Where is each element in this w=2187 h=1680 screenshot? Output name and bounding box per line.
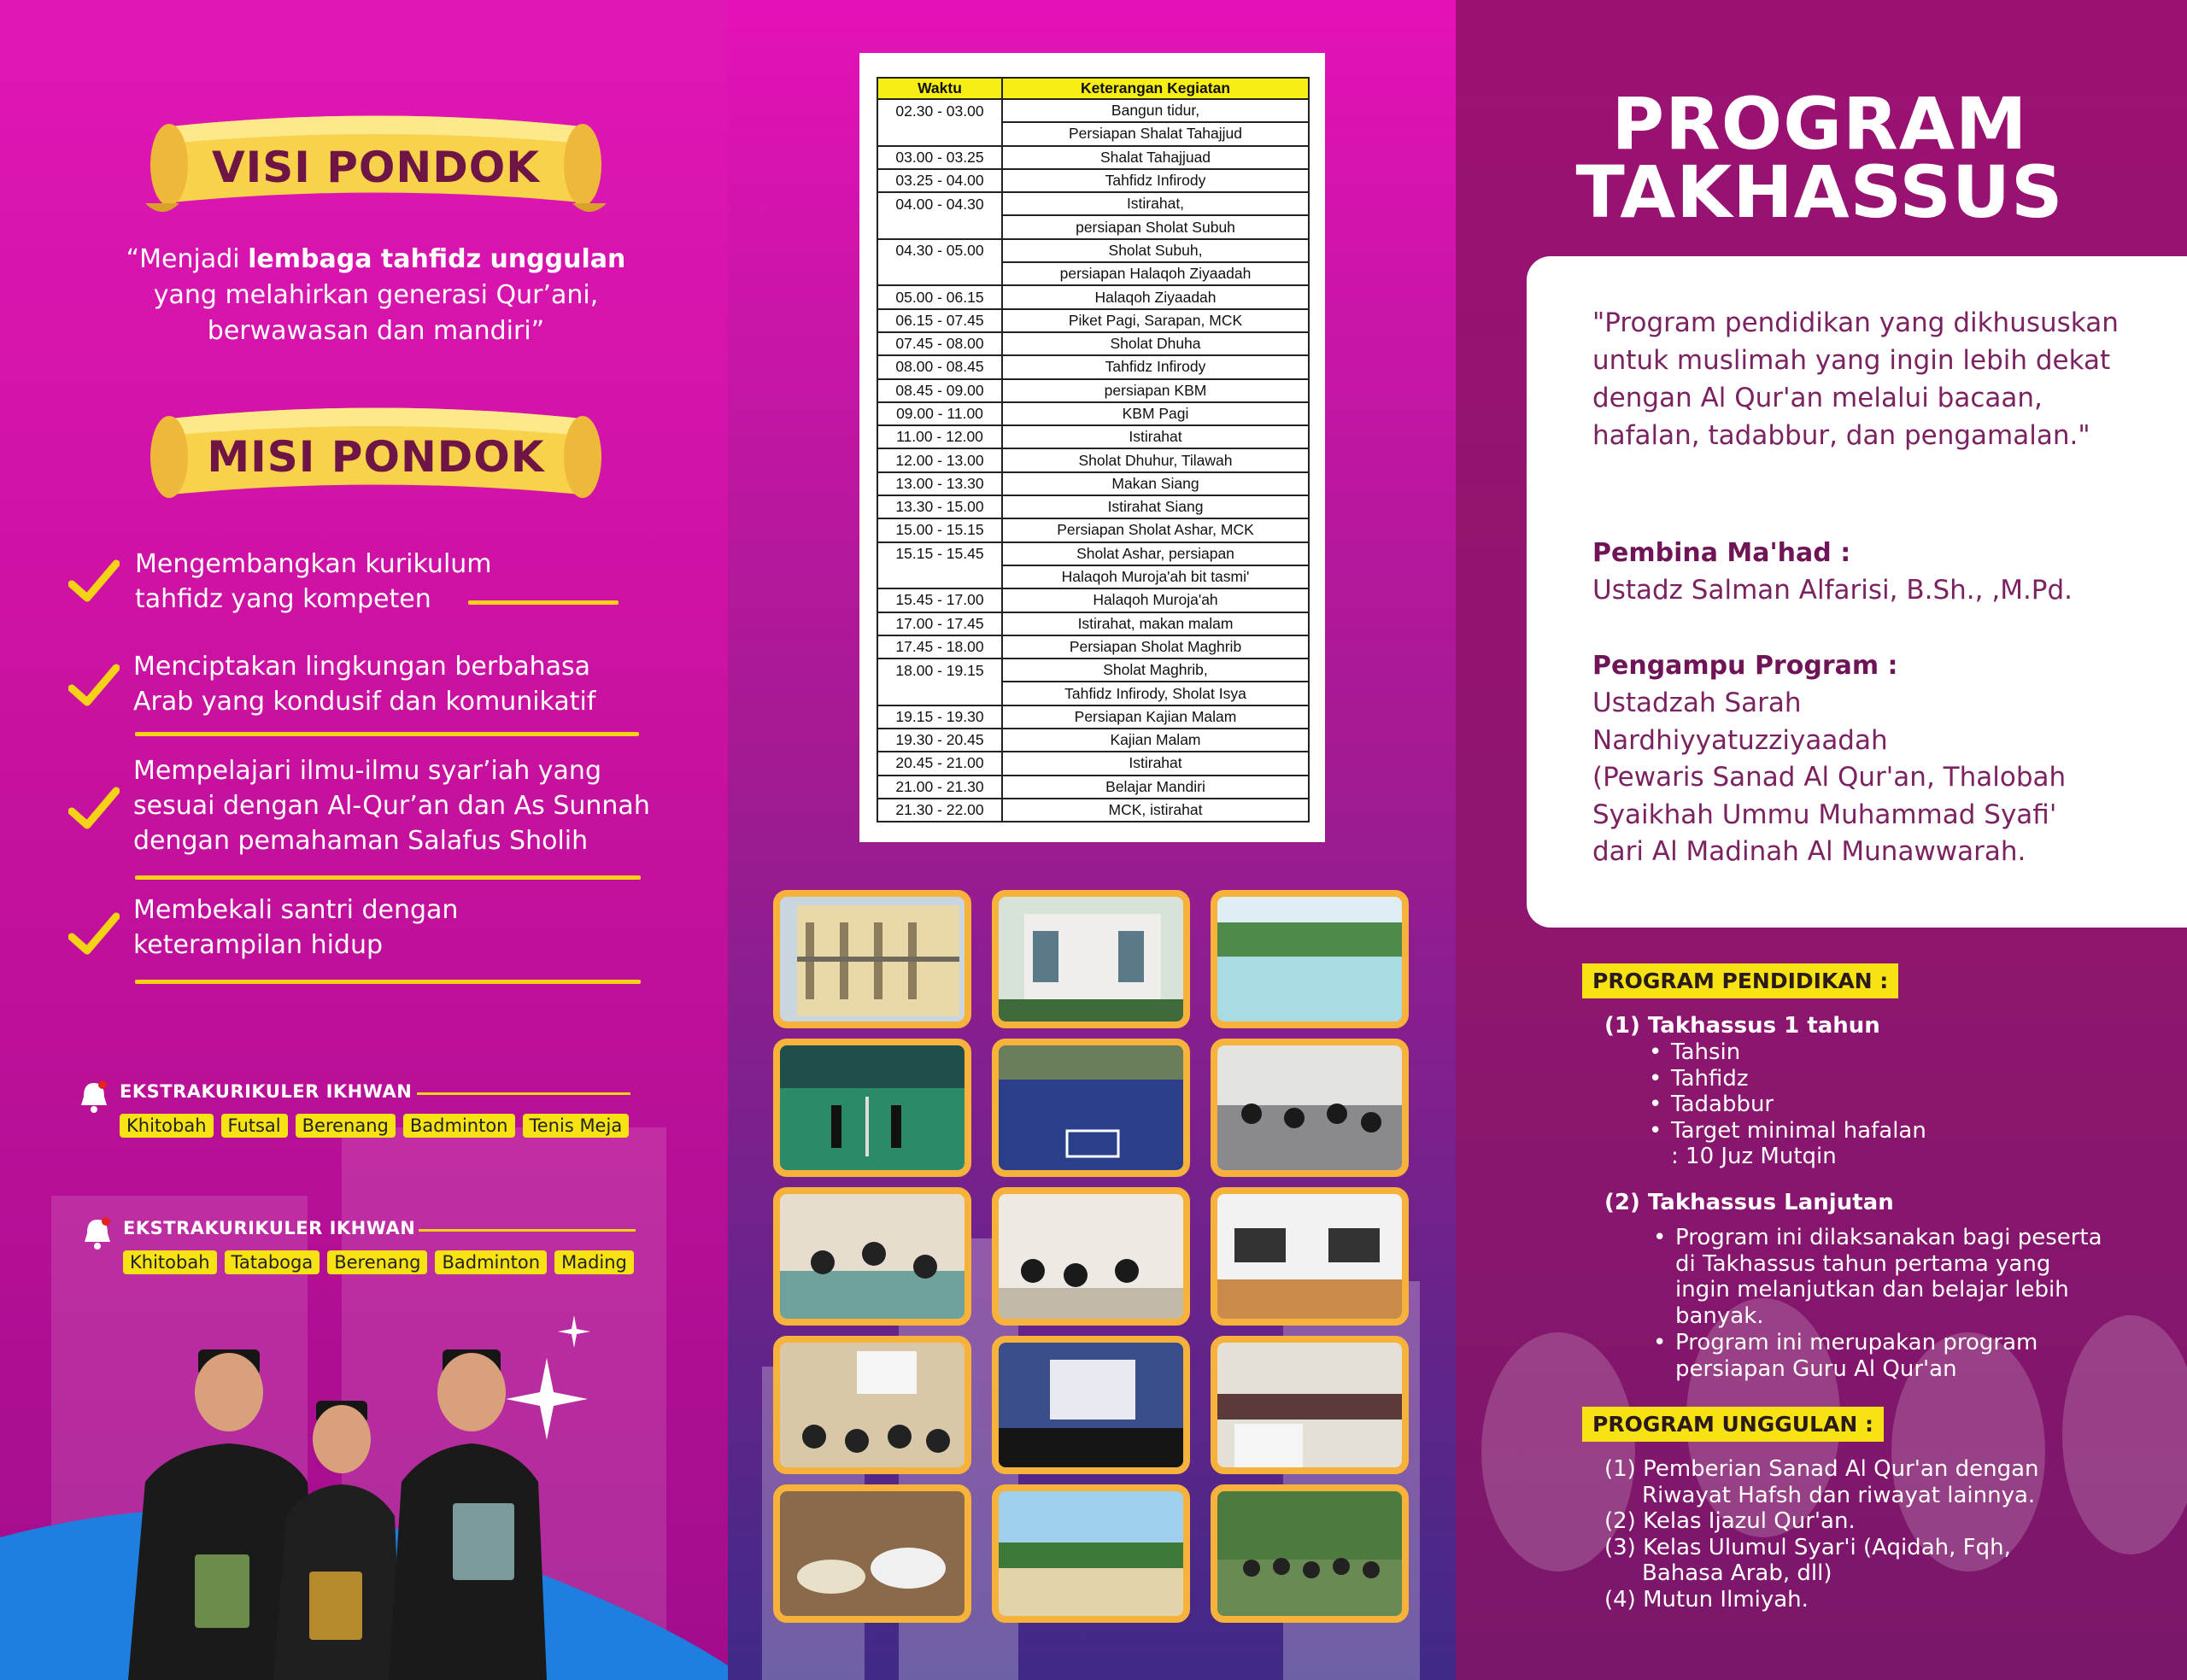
table-row	[877, 542, 1309, 565]
ekstra-chips	[123, 1250, 634, 1274]
unggulan-line: (1) Pemberian Sanad Al Qur'an dengan	[1604, 1456, 2039, 1482]
activity-cell: Persiapan Sholat Ashar, MCK	[1002, 518, 1309, 541]
time-cell: 04.00 - 04.30	[877, 192, 1002, 215]
photo-beach	[992, 1484, 1190, 1623]
pengampu-name: Ustadzah Sarah Nardhiyyatuzziyaadah	[1592, 688, 1888, 756]
table-row	[877, 285, 1309, 308]
activity-cell: Sholat Maghrib,	[1002, 659, 1309, 682]
table-row	[877, 425, 1309, 448]
table-row	[877, 192, 1309, 215]
time-cell	[877, 682, 1002, 705]
table-row	[877, 239, 1309, 262]
misi-text: Menciptakan lingkungan berbahasa Arab yang kondusif dan komunikatif	[133, 652, 596, 717]
unggulan-line: Riwayat Hafsh dan riwayat lainnya.	[1642, 1483, 2036, 1508]
pengampu-label: Pengampu Program :	[1592, 651, 1898, 681]
underline	[135, 980, 641, 984]
bell-icon	[80, 1215, 114, 1250]
photo-study-circle	[773, 1187, 971, 1326]
activity-cell: Bangun tidur,	[1002, 99, 1309, 122]
table-row	[877, 612, 1309, 635]
time-cell: 07.45 - 08.00	[877, 332, 1002, 355]
ekstra-chips	[120, 1114, 629, 1138]
time-cell: 15.45 - 17.00	[877, 588, 1002, 612]
time-cell: 15.15 - 15.45	[877, 542, 1002, 565]
activity-cell: Tahfidz Infirody	[1002, 169, 1309, 192]
visi-banner	[137, 109, 615, 225]
chip: Badminton	[435, 1250, 547, 1274]
table-row	[877, 682, 1309, 705]
time-cell: 13.00 - 13.30	[877, 472, 1002, 495]
table-row	[877, 472, 1309, 495]
activity-cell: Istirahat	[1002, 752, 1309, 775]
program-unggulan-label: PROGRAM UNGGULAN :	[1582, 1407, 1884, 1442]
ekstra-line	[419, 1229, 636, 1232]
p1-item: • Target minimal hafalan	[1671, 1118, 1926, 1144]
photo-lecture	[773, 1336, 971, 1474]
table-row	[877, 705, 1309, 729]
misi-text: Mengembangkan kurikulum tahfidz yang kompeten	[135, 549, 492, 614]
time-cell: 08.00 - 08.45	[877, 355, 1002, 378]
table-row	[877, 379, 1309, 402]
time-cell	[877, 262, 1002, 285]
table-row	[877, 776, 1309, 799]
activity-cell: Persiapan Kajian Malam	[1002, 705, 1309, 729]
activity-cell: Istirahat Siang	[1002, 495, 1309, 518]
photo-classroom	[1211, 1039, 1409, 1177]
pengampu-note: (Pewaris Sanad Al Qur'an, Thalobah Syaikhah Ummu Muhammad Syafi' dari Al Madinah Al Munawwarah.	[1592, 762, 2067, 867]
p1-title: (1) Takhassus 1 tahun	[1604, 1013, 1880, 1039]
time-cell: 19.15 - 19.30	[877, 705, 1002, 729]
time-cell: 17.00 - 17.45	[877, 612, 1002, 635]
column-header: Waktu	[877, 78, 1002, 99]
table-row	[877, 752, 1309, 775]
pembina-label: Pembina Ma'had :	[1592, 538, 1851, 568]
chip: Khitobah	[120, 1114, 214, 1138]
schedule-table	[877, 77, 1310, 822]
check-icon	[68, 555, 120, 606]
photo-computer-lab	[1211, 1187, 1409, 1326]
ekstra-section-2	[80, 1215, 678, 1283]
misi-text: Mempelajari ilmu-ilmu syar’iah yang sesuai dengan Al-Qur’an dan As Sunnah dengan pemahaman Salafus Sholih	[133, 756, 650, 856]
time-cell: 21.00 - 21.30	[877, 776, 1002, 799]
activity-cell: Istirahat,	[1002, 192, 1309, 215]
activity-cell: Piket Pagi, Sarapan, MCK	[1002, 309, 1309, 332]
bell-icon	[77, 1078, 111, 1114]
activity-cell: Sholat Dhuha	[1002, 332, 1309, 355]
students-photo	[0, 1298, 728, 1680]
table-row	[877, 262, 1309, 285]
table-row	[877, 659, 1309, 682]
time-cell: 02.30 - 03.00	[877, 99, 1002, 122]
program-title-line1: PROGRAM	[1611, 82, 2028, 166]
activity-cell: Tahfidz Infirody	[1002, 355, 1309, 378]
time-cell: 05.00 - 06.15	[877, 285, 1002, 308]
chip: Khitobah	[123, 1250, 217, 1274]
misi-item	[68, 649, 683, 726]
ekstra-title: EKSTRAKURIKULER IKHWAN	[120, 1081, 413, 1102]
visi-title: VISI PONDOK	[211, 143, 541, 192]
misi-item	[68, 753, 683, 864]
photo-pool	[1211, 890, 1409, 1028]
table-row	[877, 402, 1309, 425]
activity-cell: persiapan Halaqoh Ziyaadah	[1002, 262, 1309, 285]
unggulan-line: (4) Mutun Ilmiyah.	[1604, 1587, 1809, 1613]
p1-target: : 10 Juz Mutqin	[1671, 1144, 1837, 1169]
chip: Tataboga	[225, 1250, 320, 1274]
table-row	[877, 799, 1309, 822]
unggulan-line: (2) Kelas Ijazul Qur'an.	[1604, 1508, 1856, 1534]
time-cell: 19.30 - 20.45	[877, 729, 1002, 752]
table-row	[877, 518, 1309, 541]
visi-quote-pre: “Menjadi	[126, 244, 249, 274]
activity-cell: Sholat Dhuhur, Tilawah	[1002, 448, 1309, 471]
photo-study-hall	[992, 1187, 1190, 1326]
photo-mosque-study	[1211, 1336, 1409, 1474]
activity-cell: Belajar Mandiri	[1002, 776, 1309, 799]
time-cell: 21.30 - 22.00	[877, 799, 1002, 822]
activity-cell: MCK, istirahat	[1002, 799, 1309, 822]
time-cell: 09.00 - 11.00	[877, 402, 1002, 425]
activity-cell: Istirahat	[1002, 425, 1309, 448]
time-cell: 03.25 - 04.00	[877, 169, 1002, 192]
chip: Berenang	[327, 1250, 427, 1274]
table-row	[877, 332, 1309, 355]
photo-badminton	[773, 1039, 971, 1177]
activity-cell: Shalat Tahajjuad	[1002, 146, 1309, 169]
table-row	[877, 635, 1309, 659]
table-row	[877, 99, 1309, 122]
photo-cooking	[773, 1484, 971, 1623]
visi-quote-rest: yang melahirkan generasi Qur’ani, berwawasan dan mandiri”	[153, 280, 599, 346]
activity-cell: Persiapan Shalat Tahajjud	[1002, 122, 1309, 145]
time-cell: 15.00 - 15.15	[877, 518, 1002, 541]
time-cell: 17.45 - 18.00	[877, 635, 1002, 659]
chip: Badminton	[403, 1114, 515, 1138]
table-row	[877, 448, 1309, 471]
misi-item	[68, 547, 683, 623]
p1-item: • Tahsin	[1671, 1039, 1740, 1066]
photo-building	[773, 890, 971, 1028]
p2-title: (2) Takhassus Lanjutan	[1604, 1190, 1894, 1215]
table-row	[877, 565, 1309, 588]
underline	[135, 732, 639, 736]
check-icon	[68, 782, 120, 834]
activity-cell: persiapan Sholat Subuh	[1002, 215, 1309, 238]
underline	[135, 875, 641, 880]
chip: Tenis Meja	[523, 1114, 630, 1138]
activity-cell: Istirahat, makan malam	[1002, 612, 1309, 635]
photo-group	[1211, 1484, 1409, 1623]
table-row	[877, 729, 1309, 752]
time-cell: 03.00 - 03.25	[877, 146, 1002, 169]
program-quote: "Program pendidikan yang dikhususkan untuk muslimah yang ingin lebih dekat dengan Al Qur'an melalui bacaan, hafalan, tadabbur, dan pengamalan."	[1592, 307, 2119, 451]
p2-item: • Program ini dilaksanakan bagi peserta di Takhassus tahun pertama yang ingin melanjutkan dan belajar lebih banyak.	[1675, 1225, 2102, 1329]
chip: Mading	[554, 1250, 634, 1274]
activity-cell: Tahfidz Infirody, Sholat Isya	[1002, 682, 1309, 705]
chip: Futsal	[221, 1114, 288, 1138]
time-cell: 06.15 - 07.45	[877, 309, 1002, 332]
visi-quote	[103, 242, 649, 349]
activity-cell: Sholat Subuh,	[1002, 239, 1309, 262]
program-pendidikan-label: PROGRAM PENDIDIKAN :	[1582, 963, 1898, 998]
activity-cell: Halaqoh Muroja'ah bit tasmi'	[1002, 565, 1309, 588]
time-cell: 04.30 - 05.00	[877, 239, 1002, 262]
table-row	[877, 309, 1309, 332]
ekstra-title: EKSTRAKURIKULER IKHWAN	[123, 1218, 416, 1238]
time-cell: 11.00 - 12.00	[877, 425, 1002, 448]
table-row	[877, 169, 1309, 192]
table-row	[877, 215, 1309, 238]
table-header-row	[877, 78, 1309, 99]
time-cell: 08.45 - 09.00	[877, 379, 1002, 402]
time-cell	[877, 565, 1002, 588]
table-row	[877, 355, 1309, 378]
table-row	[877, 122, 1309, 145]
photo-hall	[992, 890, 1190, 1028]
p1-item: • Tadabbur	[1671, 1092, 1774, 1118]
table-row	[877, 588, 1309, 612]
misi-item	[68, 893, 683, 969]
activity-cell: Halaqoh Muroja'ah	[1002, 588, 1309, 612]
unggulan-line: (3) Kelas Ulumul Syar'i (Aqidah, Fqh,	[1604, 1535, 2011, 1560]
photo-gathering	[992, 1336, 1190, 1474]
table-row	[877, 146, 1309, 169]
table-row	[877, 495, 1309, 518]
activity-cell: Makan Siang	[1002, 472, 1309, 495]
activity-cell: KBM Pagi	[1002, 402, 1309, 425]
schedule-card	[859, 53, 1325, 842]
activity-cell: persiapan KBM	[1002, 379, 1309, 402]
pembina-name: Ustadz Salman Alfarisi, B.Sh., ,M.Pd.	[1592, 575, 2073, 606]
misi-title: MISI PONDOK	[207, 432, 545, 482]
activity-cell: Persiapan Sholat Maghrib	[1002, 635, 1309, 659]
time-cell: 12.00 - 13.00	[877, 448, 1002, 471]
time-cell: 18.00 - 19.15	[877, 659, 1002, 682]
misi-text: Membekali santri dengan keterampilan hidup	[133, 895, 459, 960]
ekstra-line	[417, 1092, 630, 1095]
check-icon	[68, 908, 120, 959]
activity-cell: Sholat Ashar, persiapan	[1002, 542, 1309, 565]
activity-cell: Kajian Malam	[1002, 729, 1309, 752]
misi-banner	[137, 401, 615, 512]
column-header: Keterangan Kegiatan	[1002, 78, 1309, 99]
p2-item: • Program ini merupakan program persiapan Guru Al Qur'an	[1675, 1330, 2102, 1382]
underline	[468, 600, 619, 605]
time-cell: 20.45 - 21.00	[877, 752, 1002, 775]
check-icon	[68, 659, 120, 711]
time-cell	[877, 122, 1002, 145]
program-title-line2: TAKHASSUS	[1575, 150, 2064, 234]
visi-quote-bold: lembaga tahfidz unggulan	[248, 244, 626, 274]
time-cell: 13.30 - 15.00	[877, 495, 1002, 518]
time-cell	[877, 215, 1002, 238]
activity-cell: Halaqoh Ziyaadah	[1002, 285, 1309, 308]
p1-item: • Tahfidz	[1671, 1066, 1749, 1092]
photo-futsal	[992, 1039, 1190, 1177]
chip: Berenang	[296, 1114, 396, 1138]
unggulan-line: Bahasa Arab, dll)	[1642, 1560, 1832, 1586]
ekstra-section-1	[77, 1078, 675, 1146]
